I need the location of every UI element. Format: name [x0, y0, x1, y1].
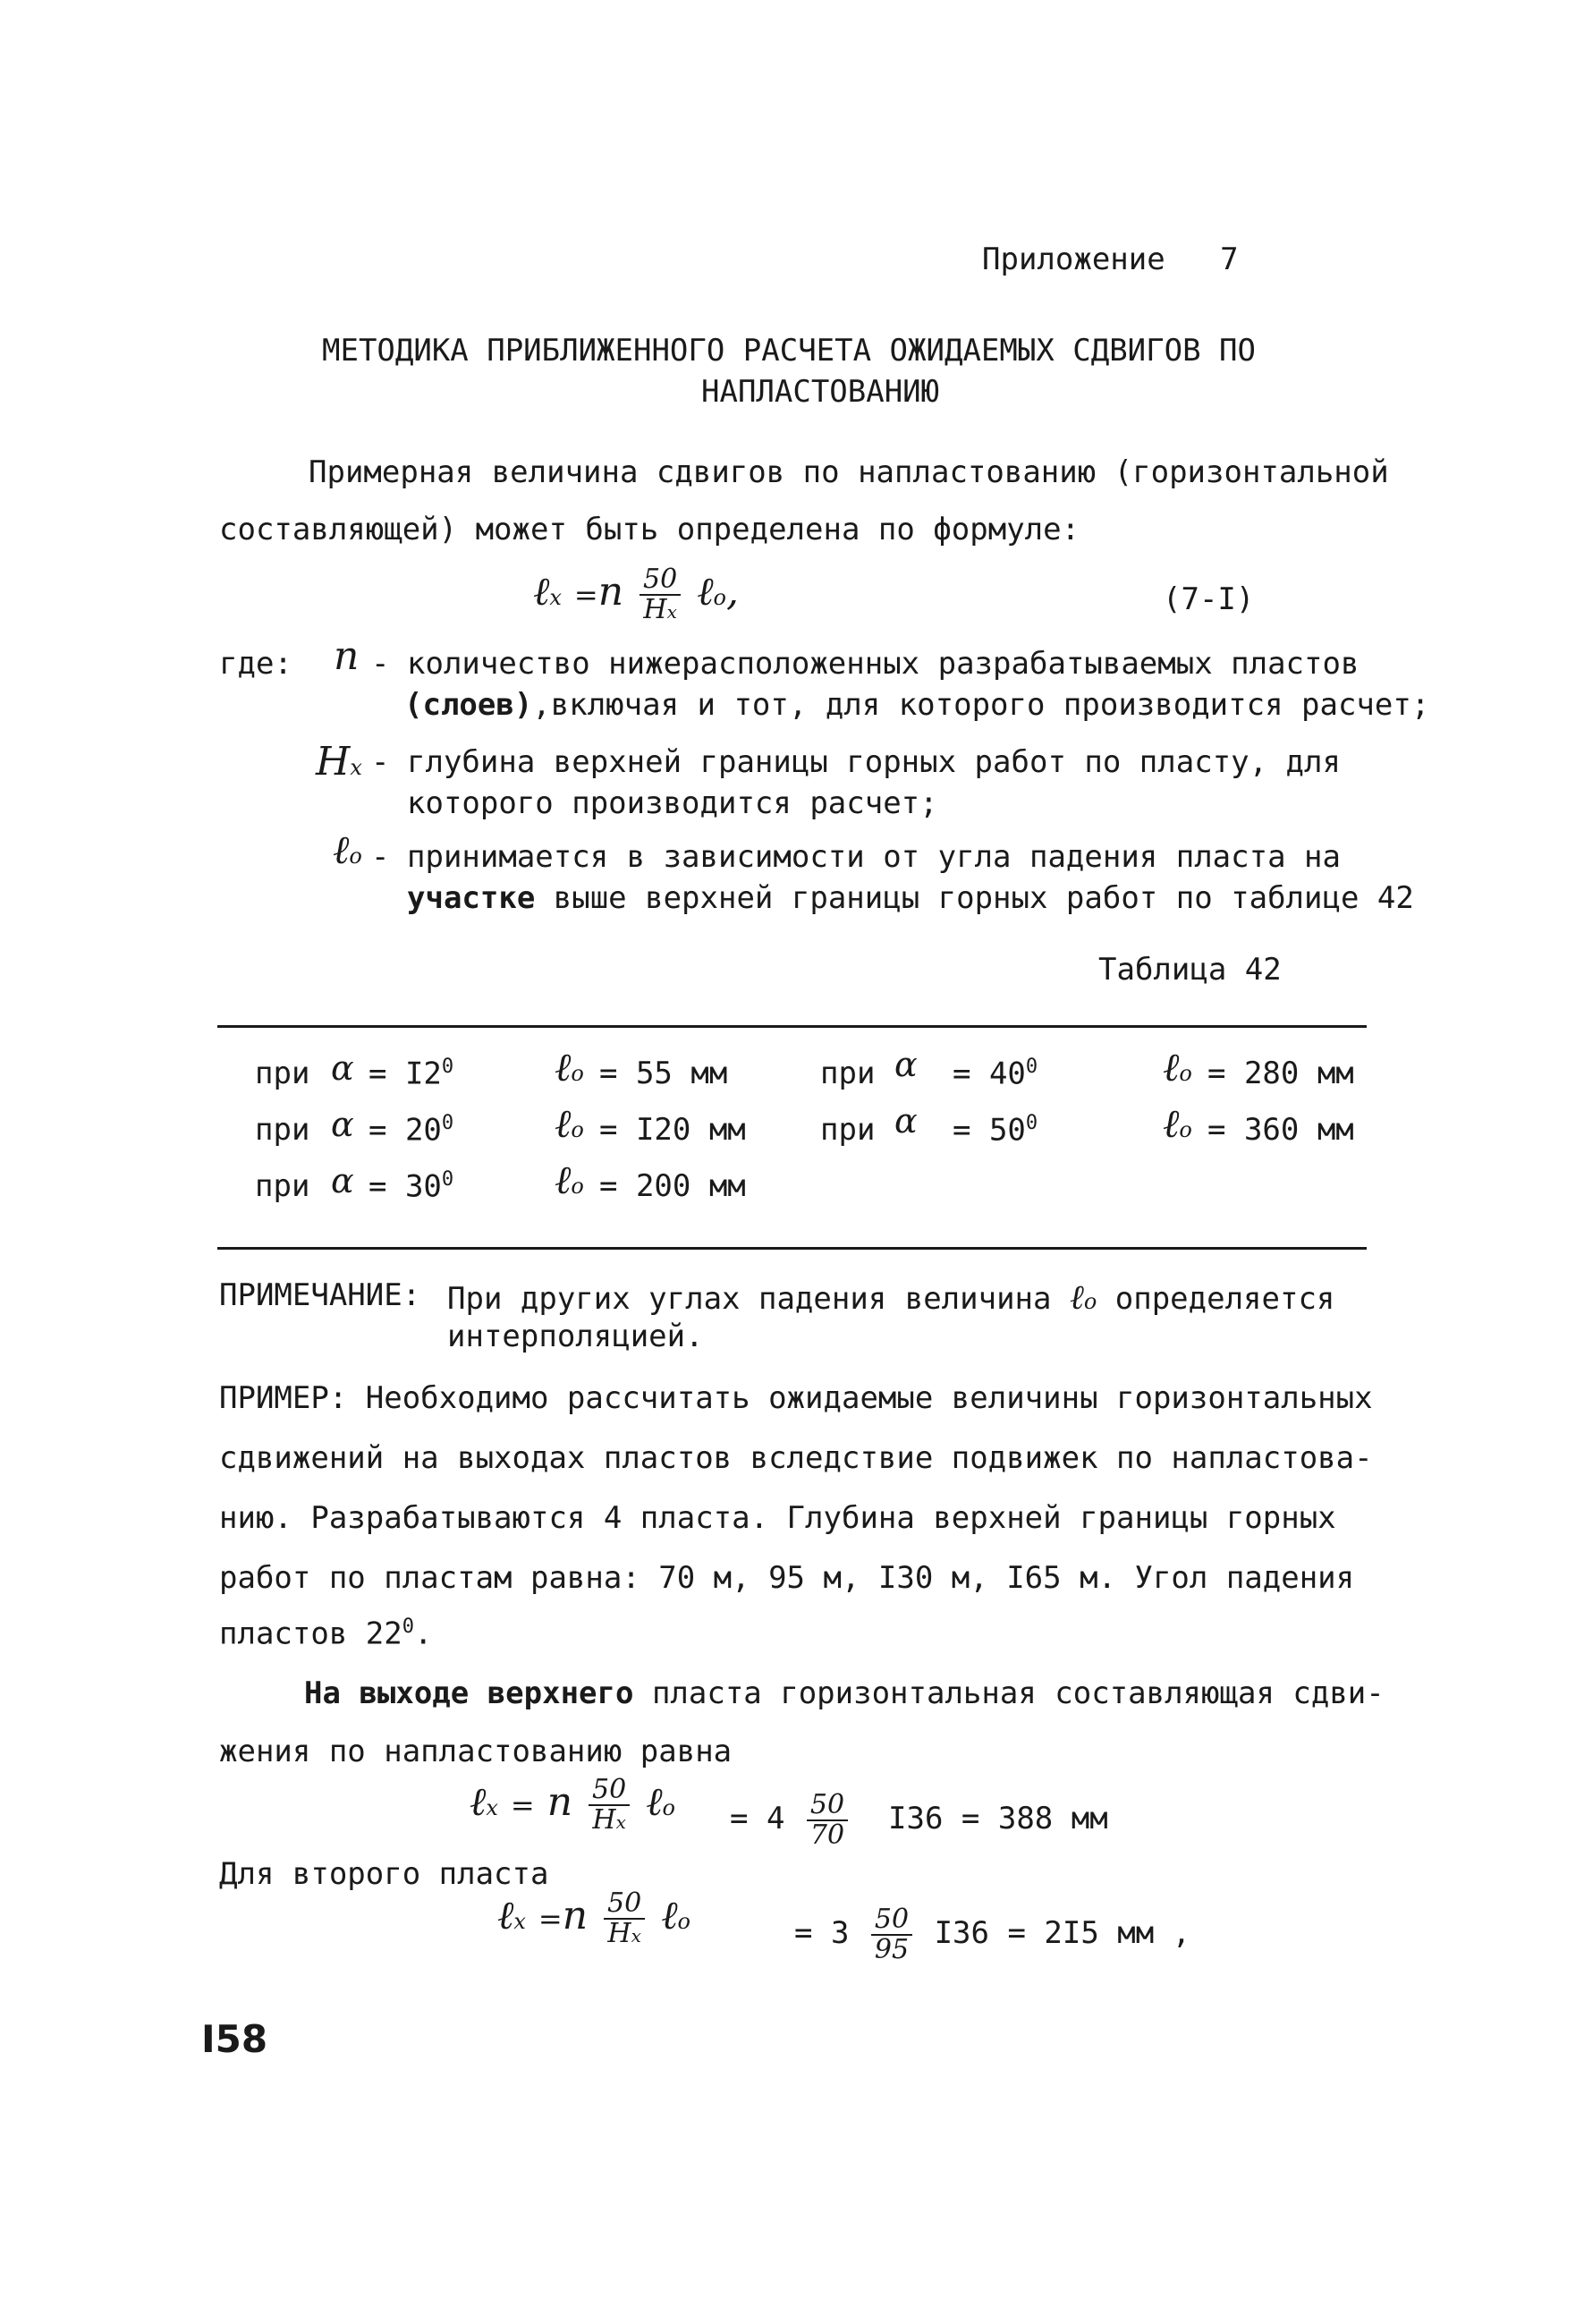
second-calc-fraction: [604, 1889, 645, 1947]
formula-l0: ℓ: [697, 569, 714, 615]
note-l-letter: ℓ: [1070, 1277, 1084, 1317]
note-line1: [447, 1277, 1334, 1318]
table-row3-l1-sub: o: [571, 1174, 584, 1199]
second-calc-den2: 95: [874, 1933, 910, 1965]
formula-equals: =: [573, 578, 598, 612]
def-n-bold: (слоев): [404, 687, 533, 723]
second-label: Для второго пласта: [219, 1856, 549, 1892]
upper-calc-l0-sub: o: [662, 1795, 675, 1820]
second-calc-num2: 50: [871, 1905, 912, 1936]
upper-line1-text: пласта горизонтальная составляющая сдви-: [633, 1675, 1385, 1711]
where-label: где:: [219, 646, 292, 682]
note-l-sub: o: [1083, 1289, 1097, 1314]
degree-sign: 0: [1025, 1112, 1038, 1134]
table-row2-angle2: [953, 1112, 1038, 1148]
table-row3-lval1: = 200 мм: [599, 1168, 746, 1204]
def-h-line1: глубина верхней границы горных работ по пласту, для: [407, 744, 1341, 780]
note-line2: интерполяцией.: [447, 1319, 704, 1354]
note-label: ПРИМЕЧАНИЕ:: [219, 1277, 421, 1313]
formula-l0-sub: o: [713, 585, 726, 610]
upper-calc-lhs: ℓ: [470, 1779, 487, 1825]
second-calc-l0-sub: o: [677, 1909, 690, 1934]
def-n-line1: количество нижерасположенных разрабатываемых пластов: [407, 646, 1360, 682]
formula-den-symbol: H: [643, 593, 667, 625]
def-h-dash: -: [371, 744, 390, 780]
example-degree: 0: [402, 1616, 414, 1638]
note-line1-a: При других углах падения величина: [447, 1281, 1052, 1317]
second-calc-mult: = 3: [794, 1915, 850, 1951]
example-line3: нию. Разрабатываются 4 пласта. Глубина верхней границы горных: [219, 1500, 1336, 1536]
table-row1-l1-letter: ℓ: [555, 1045, 572, 1090]
upper-line2: жения по напластованию равна: [219, 1734, 733, 1769]
upper-calc-num: 50: [589, 1776, 630, 1806]
upper-calc-equals: =: [510, 1788, 535, 1822]
table-row2-angle1: [368, 1112, 453, 1148]
def-l-bold: участке: [407, 880, 536, 916]
upper-line1: [304, 1675, 1385, 1711]
upper-calc-lhs-sub: x: [486, 1795, 498, 1820]
formula-lhs-sub: x: [549, 585, 562, 610]
degree-sign: 0: [441, 1168, 454, 1191]
second-calc-fraction2: [871, 1905, 912, 1964]
table-row2-alpha1: α: [331, 1105, 354, 1144]
upper-calc-den-symbol: H: [592, 1803, 616, 1836]
def-h-symbol: [316, 739, 362, 785]
table-row1-label2: при: [820, 1056, 876, 1091]
table-row2-l1-sub: o: [571, 1117, 584, 1142]
def-n-dash: -: [371, 646, 390, 682]
table-row1-angle2: [953, 1056, 1038, 1091]
table-row3-label1: при: [255, 1168, 310, 1204]
upper-calc-num2: 50: [807, 1791, 848, 1821]
table-bottom-rule: [217, 1247, 1367, 1250]
upper-calc-result: [730, 1791, 1108, 1849]
def-l-line2: [407, 880, 1414, 916]
example-line5-text: пластов 22: [219, 1616, 402, 1652]
note-line1-b: определяется: [1114, 1281, 1335, 1317]
table-row1-alpha1: α: [331, 1048, 354, 1088]
upper-calc-mult: = 4: [730, 1801, 785, 1836]
second-calc-lhs-sub: x: [513, 1909, 526, 1934]
table-row2-angle2-val: = 50: [953, 1112, 1026, 1149]
def-n-symbol: n: [334, 633, 360, 679]
def-l-symbol: [333, 827, 362, 873]
example-line4: работ по пластам равна: 70 м, 95 м, I30 м, I65 м. Угол падения: [219, 1560, 1355, 1596]
table-row1-l2-sub: o: [1179, 1061, 1192, 1086]
table-row2-l2-sub: o: [1179, 1117, 1192, 1142]
table-row2-l1-letter: ℓ: [555, 1101, 572, 1147]
table-row3-l1: [555, 1158, 584, 1203]
table-row1-angle1-val: = I2: [368, 1056, 442, 1092]
intro-line-2: составляющей) может быть определена по формуле:: [219, 512, 1080, 547]
def-h-sub: x: [350, 755, 362, 780]
second-calc-result: [794, 1905, 1190, 1964]
formula-lhs: ℓ: [533, 569, 550, 615]
def-l-line2-text: выше верхней границы горных работ по таблице 42: [535, 880, 1414, 916]
degree-sign: 0: [441, 1056, 454, 1078]
second-calc-den: [604, 1917, 644, 1949]
def-h-line2: которого производится расчет;: [407, 785, 938, 821]
intro-line-1: Примерная величина сдвигов по напластованию (горизонтальной: [309, 454, 1389, 490]
second-calc-den-sub: x: [631, 1924, 641, 1947]
table-row2-l2: [1163, 1101, 1192, 1147]
title-line-1: МЕТОДИКА ПРИБЛИЖЕННОГО РАСЧЕТА ОЖИДАЕМЫХ СДВИГОВ ПО: [322, 333, 1256, 369]
table-row1-angle1: [368, 1056, 453, 1091]
appendix-number: 7: [1220, 242, 1239, 277]
main-formula: [533, 565, 739, 623]
table-row1-l2-letter: ℓ: [1163, 1045, 1180, 1090]
upper-calc-den: [589, 1803, 629, 1836]
formula-fraction: [640, 565, 681, 623]
second-calc-l0: ℓ: [661, 1893, 678, 1938]
table-row3-l1-letter: ℓ: [555, 1158, 572, 1203]
table-row1-l1: [555, 1045, 584, 1090]
upper-calc-rest: I36 = 388 мм: [888, 1801, 1108, 1836]
upper-calc-fraction: [589, 1776, 630, 1834]
def-l-dash: -: [371, 839, 390, 875]
upper-calc-den2: 70: [809, 1819, 845, 1851]
table-row1-alpha2: α: [894, 1045, 918, 1084]
formula-n: n: [597, 569, 624, 615]
def-h-letter: H: [316, 739, 351, 785]
upper-calc-den-sub: x: [615, 1811, 626, 1833]
table-row3-alpha1: α: [331, 1161, 354, 1200]
degree-sign: 0: [441, 1112, 454, 1134]
second-calc-lhs: ℓ: [497, 1893, 514, 1938]
table-row3-angle1: [368, 1168, 453, 1204]
table-row1-lval2: = 280 мм: [1207, 1056, 1354, 1091]
def-l-letter: ℓ: [333, 827, 350, 873]
note-l-symbol: [1070, 1277, 1097, 1317]
example-line2: сдвижений на выходах пластов вследствие подвижек по напластова-: [219, 1440, 1373, 1476]
example-line5-end: .: [413, 1616, 433, 1652]
formula-comma: ,: [726, 569, 739, 615]
upper-calc-l0: ℓ: [646, 1779, 663, 1825]
table-row2-alpha2: α: [894, 1101, 918, 1141]
table-row1-lval1: = 55 мм: [599, 1056, 728, 1091]
page-number: I58: [201, 2017, 268, 2061]
table-row2-lval1: = I20 мм: [599, 1112, 746, 1148]
second-calc-den-symbol: H: [607, 1917, 631, 1949]
def-l-line1: принимается в зависимости от угла падения пласта на: [407, 839, 1341, 875]
table-row2-l2-letter: ℓ: [1163, 1101, 1180, 1147]
def-l-sub: o: [349, 844, 362, 869]
second-calc-n: n: [562, 1893, 589, 1938]
formula-denominator: [640, 593, 680, 625]
table-caption: Таблица 42: [1098, 952, 1282, 988]
upper-calc-n: n: [546, 1779, 573, 1825]
table-row1-angle2-val: = 40: [953, 1056, 1026, 1092]
upper-calc: [470, 1776, 675, 1834]
table-row1-l2: [1163, 1045, 1192, 1090]
second-calc-rest: I36 = 2I5 мм ,: [934, 1915, 1191, 1951]
formula-den-sub: x: [666, 600, 677, 623]
table-top-rule: [217, 1025, 1367, 1028]
appendix-heading: [982, 242, 1239, 277]
table-row2-angle1-val: = 20: [368, 1112, 442, 1149]
degree-sign: 0: [1025, 1056, 1038, 1078]
second-calc-num: 50: [604, 1889, 645, 1920]
second-calc-equals: =: [538, 1902, 563, 1936]
example-line5: [219, 1616, 432, 1651]
table-row2-l1: [555, 1101, 584, 1147]
table-row1-label1: при: [255, 1056, 310, 1091]
def-n-line2: [404, 687, 1429, 723]
def-n-line2-text: ,включая и тот, для которого производится расчет;: [532, 687, 1430, 723]
table-row2-label2: при: [820, 1112, 876, 1148]
upper-bold: На выходе верхнего: [304, 1675, 634, 1711]
table-row2-label1: при: [255, 1112, 310, 1148]
formula-numerator: 50: [640, 565, 681, 596]
table-row2-lval2: = 360 мм: [1207, 1112, 1354, 1148]
table-row3-angle1-val: = 30: [368, 1168, 442, 1205]
upper-calc-fraction2: [807, 1791, 848, 1849]
title-line-2: НАПЛАСТОВАНИЮ: [701, 374, 940, 410]
table-row1-l1-sub: o: [571, 1061, 584, 1086]
formula-label: (7-I): [1163, 581, 1255, 617]
appendix-label: Приложение: [982, 242, 1165, 277]
example-line1: ПРИМЕР: Необходимо рассчитать ожидаемые величины горизонтальных: [219, 1380, 1373, 1416]
second-calc: [497, 1889, 690, 1947]
